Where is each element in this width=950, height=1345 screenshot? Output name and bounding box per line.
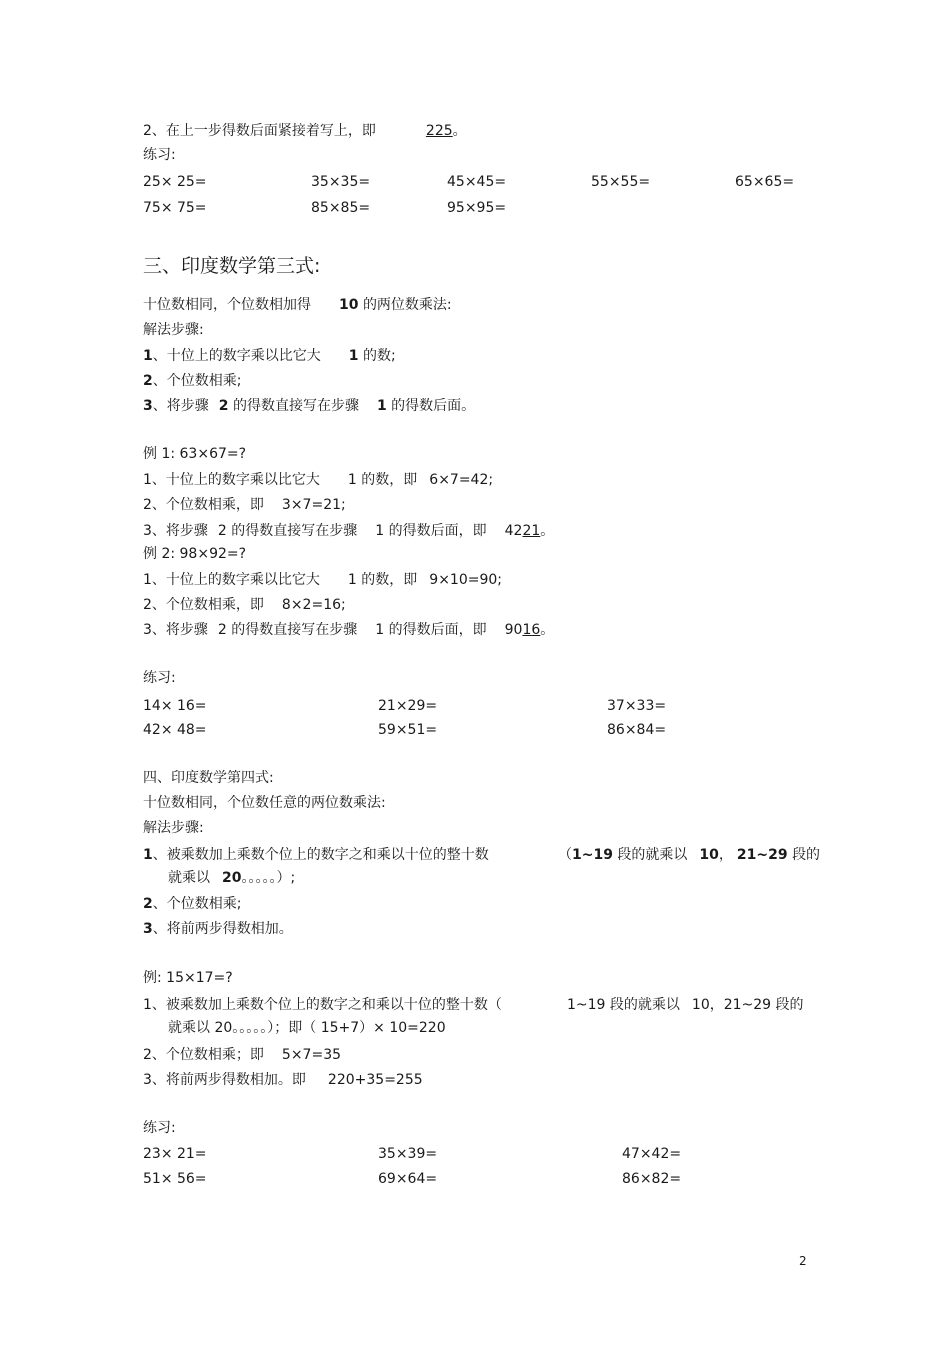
practice-item: 23× 21= — [143, 1146, 207, 1162]
practice-item: 37×33= — [607, 698, 667, 714]
practice-item: 21×29= — [378, 698, 438, 714]
text: 3×7=21; — [281, 497, 346, 513]
intro: 十位数相同，个位数任意的两位数乘法: — [143, 795, 386, 811]
text: 1 的数，即 — [347, 472, 418, 488]
text: 220+35=255 — [327, 1072, 423, 1088]
text: 1~19 — [572, 847, 613, 863]
text: 1~19 段的就乘以 — [567, 997, 680, 1013]
step-text — [143, 122, 467, 140]
practice-item: 86×84= — [607, 722, 667, 738]
example-title: 例 1: 63×67=? — [143, 446, 247, 462]
text: ， — [718, 847, 733, 863]
step-number: 1 — [143, 348, 153, 364]
method-label: 解法步骤: — [143, 820, 204, 836]
text: 2 的得数直接写在步骤 — [217, 523, 358, 539]
text: 1 的数，即 — [347, 572, 418, 588]
practice-item: 42× 48= — [143, 722, 207, 738]
example-step — [143, 522, 554, 540]
example-step-range — [567, 996, 804, 1014]
example-step: 1、被乘数加上乘数个位上的数字之和乘以十位的整十数（ — [143, 997, 502, 1013]
page-number: 2 — [799, 1254, 807, 1268]
example-step — [143, 471, 493, 489]
text: 十位数相同，个位数相加得 — [143, 297, 311, 313]
method-step — [143, 895, 241, 913]
practice-item: 65×65= — [735, 174, 795, 190]
text: 3、将步骤 — [143, 622, 208, 638]
practice-item: 51× 56= — [143, 1171, 207, 1187]
example-title: 例 2: 98×92=? — [143, 546, 247, 562]
text: 2 — [218, 398, 229, 414]
method-label: 解法步骤: — [143, 322, 204, 338]
text: 、将步骤 — [152, 398, 209, 414]
step-number: 2 — [143, 373, 153, 389]
text: 10 — [699, 847, 719, 863]
text: 1 的得数后面，即 — [375, 622, 487, 638]
text: 2、个位数相乘，即 — [143, 597, 264, 613]
text: 20 — [222, 870, 242, 886]
practice-item: 47×42= — [622, 1146, 682, 1162]
method-step — [143, 920, 293, 938]
text: 、个位数相乘; — [152, 896, 242, 912]
practice-item: 14× 16= — [143, 698, 207, 714]
text: 10 — [339, 297, 359, 313]
text: 42 — [504, 523, 523, 539]
example-step-cont: 就乘以 20。。。。。）；即（ 15+7）× 10=220 — [168, 1020, 446, 1036]
text: 的得数直接写在步骤 — [232, 398, 359, 414]
text: 1、十位上的数字乘以比它大 — [143, 472, 320, 488]
method-step — [143, 372, 241, 390]
answer: 225 — [425, 123, 453, 139]
practice-item: 59×51= — [378, 722, 438, 738]
text: 的数; — [362, 348, 396, 364]
example-step — [143, 1071, 423, 1089]
text: 的两位数乘法: — [362, 297, 452, 313]
method-step-cont — [168, 869, 295, 887]
text: 就乘以 — [168, 870, 210, 886]
text: 段的 — [792, 847, 821, 863]
text: 9×10=90; — [429, 572, 502, 588]
text: 1 — [376, 398, 387, 414]
step-number: 3 — [143, 921, 153, 937]
text: 。。。。。）; — [241, 870, 296, 886]
intro — [143, 296, 452, 314]
text: 、十位上的数字乘以比它大 — [152, 348, 321, 364]
text: 、被乘数加上乘数个位上的数字之和乘以十位的整十数 — [152, 847, 489, 863]
text: 5×7=35 — [281, 1047, 342, 1063]
text: 、将前两步得数相加。 — [152, 921, 293, 937]
text: 。 — [452, 123, 467, 139]
practice-item: 55×55= — [591, 174, 651, 190]
practice-item: 86×82= — [622, 1171, 682, 1187]
text: 2 的得数直接写在步骤 — [217, 622, 358, 638]
example-step — [143, 571, 502, 589]
practice-item: 69×64= — [378, 1171, 438, 1187]
practice-label: 练习: — [143, 147, 176, 163]
method-step-range — [558, 846, 820, 864]
practice-item: 25× 25= — [143, 174, 207, 190]
text: 1 — [348, 348, 359, 364]
method-step — [143, 397, 475, 415]
text: 10，21~29 段的 — [691, 997, 804, 1013]
answer: 21 — [522, 523, 541, 539]
text: 。 — [540, 622, 555, 638]
text: 。 — [540, 523, 555, 539]
text: 段的就乘以 — [617, 847, 688, 863]
step-number: 2 — [143, 896, 153, 912]
section-heading: 四、印度数学第四式: — [143, 770, 274, 786]
practice-item: 35×39= — [378, 1146, 438, 1162]
practice-item: 95×95= — [447, 200, 507, 216]
text: 3、将步骤 — [143, 523, 208, 539]
text: 21~29 — [736, 847, 788, 863]
text: （ — [558, 847, 572, 863]
text: 6×7=42; — [429, 472, 494, 488]
example-step — [143, 596, 346, 614]
practice-item: 45×45= — [447, 174, 507, 190]
method-step — [143, 347, 396, 365]
example-step — [143, 496, 346, 514]
example-title: 例: 15×17=? — [143, 970, 233, 986]
answer: 16 — [522, 622, 541, 638]
example-step — [143, 621, 554, 639]
method-step — [143, 846, 489, 864]
practice-label: 练习: — [143, 670, 176, 686]
text: 8×2=16; — [281, 597, 346, 613]
step-number: 1 — [143, 847, 153, 863]
text: 1 的得数后面，即 — [375, 523, 487, 539]
step-number: 3 — [143, 398, 153, 414]
practice-label: 练习: — [143, 1120, 176, 1136]
text: 、个位数相乘; — [152, 373, 242, 389]
text: 1、十位上的数字乘以比它大 — [143, 572, 320, 588]
text: 2、个位数相乘，即 — [143, 497, 264, 513]
text: 2、个位数相乘；即 — [143, 1047, 264, 1063]
text: 的得数后面。 — [391, 398, 476, 414]
practice-item: 75× 75= — [143, 200, 207, 216]
text: 3、将前两步得数相加。即 — [143, 1072, 306, 1088]
practice-item: 35×35= — [311, 174, 371, 190]
practice-item: 85×85= — [311, 200, 371, 216]
section-heading: 三、印度数学第三式: — [143, 255, 321, 277]
text: 2、在上一步得数后面紧接着写上，即 — [143, 123, 376, 139]
text: 90 — [504, 622, 523, 638]
example-step — [143, 1046, 341, 1064]
